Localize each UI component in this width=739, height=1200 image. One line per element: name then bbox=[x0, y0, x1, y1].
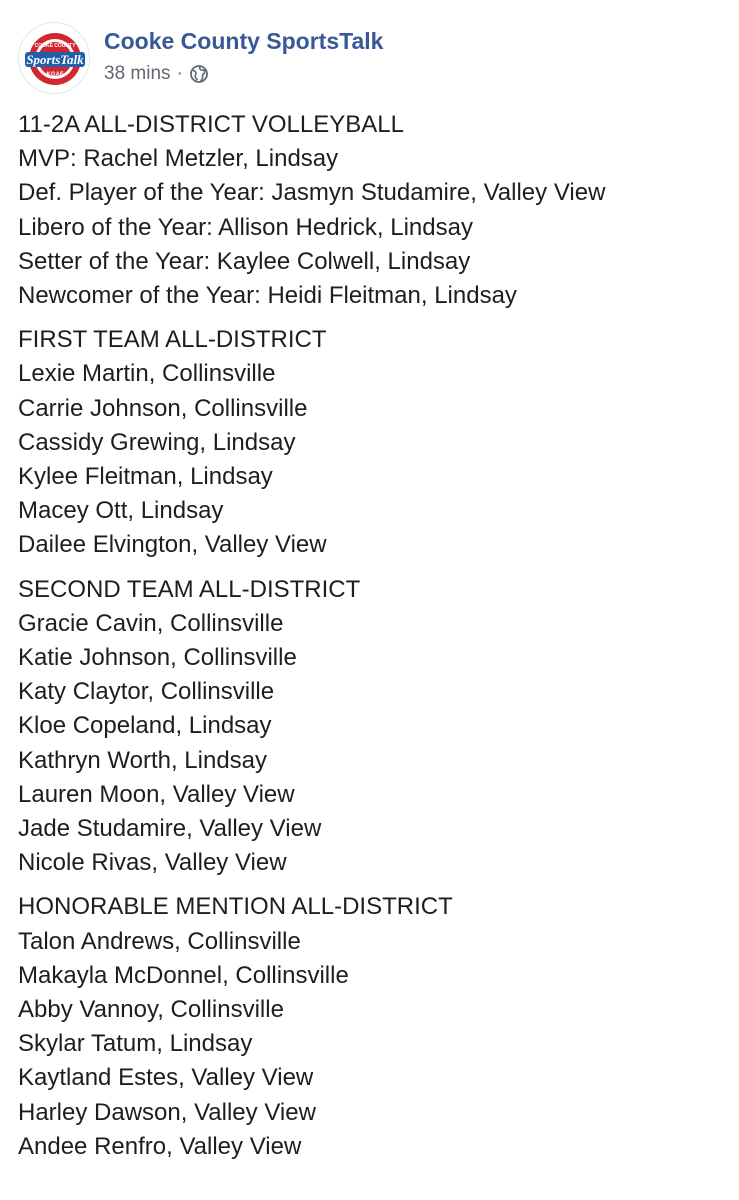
post-line: Dailee Elvington, Valley View bbox=[18, 531, 327, 559]
post-line: Katy Claytor, Collinsville bbox=[18, 678, 275, 706]
section-heading: 11-2A ALL-DISTRICT VOLLEYBALL bbox=[18, 111, 404, 138]
post-line: Kloe Copeland, Lindsay bbox=[18, 712, 272, 740]
svg-text:COOKE COUNTY: COOKE COUNTY bbox=[34, 43, 76, 49]
section-heading: FIRST TEAM ALL-DISTRICT bbox=[18, 326, 327, 354]
globe-icon[interactable] bbox=[189, 64, 209, 84]
sportstalk-logo-icon bbox=[19, 23, 90, 94]
post-line: Newcomer of the Year: Heidi Fleitman, Lindsay bbox=[18, 282, 517, 310]
post-line: Setter of the Year: Kaylee Colwell, Lindsay bbox=[18, 247, 471, 275]
page-avatar[interactable] bbox=[18, 22, 90, 94]
post-line: Makayla McDonnel, Collinsville bbox=[18, 961, 349, 989]
section-heading: HONORABLE MENTION ALL-DISTRICT bbox=[18, 893, 453, 921]
svg-text:SportsTalk: SportsTalk bbox=[26, 52, 84, 67]
section-heading: SECOND TEAM ALL-DISTRICT bbox=[18, 575, 361, 603]
post-line: Def. Player of the Year: Jasmyn Studamire, Valley View bbox=[18, 179, 606, 207]
post-section bbox=[18, 108, 718, 313]
post-line: Abby Vannoy, Collinsville bbox=[18, 996, 284, 1024]
post-line: Talon Andrews, Collinsville bbox=[18, 927, 301, 955]
post-line: Jade Studamire, Valley View bbox=[18, 815, 322, 843]
post-line: Kathryn Worth, Lindsay bbox=[18, 746, 268, 774]
page-name-link[interactable]: Cooke County SportsTalk bbox=[104, 28, 384, 54]
post-line: Cassidy Grewing, Lindsay bbox=[18, 428, 296, 456]
post-line: Gracie Cavin, Collinsville bbox=[18, 609, 284, 637]
post-text bbox=[18, 108, 718, 1164]
post-line: Carrie Johnson, Collinsville bbox=[18, 394, 308, 422]
post-section bbox=[18, 323, 718, 562]
post-line: Libero of the Year: Allison Hedrick, Lindsay bbox=[18, 213, 473, 241]
post-line: Harley Dawson, Valley View bbox=[18, 1098, 316, 1126]
post-line: Lexie Martin, Collinsville bbox=[18, 360, 276, 388]
post-timestamp[interactable]: 38 mins bbox=[104, 63, 171, 84]
post-section bbox=[18, 573, 718, 881]
post-section bbox=[18, 890, 718, 1164]
post-line: Skylar Tatum, Lindsay bbox=[18, 1030, 253, 1058]
post-line: Lauren Moon, Valley View bbox=[18, 780, 295, 808]
svg-text:KGAF: KGAF bbox=[46, 72, 64, 78]
post-line: Macey Ott, Lindsay bbox=[18, 497, 224, 525]
meta-separator: · bbox=[176, 63, 183, 84]
post-line: Kylee Fleitman, Lindsay bbox=[18, 463, 273, 491]
post-line: MVP: Rachel Metzler, Lindsay bbox=[18, 145, 339, 173]
post-line: Nicole Rivas, Valley View bbox=[18, 849, 287, 877]
post-line: Kaytland Estes, Valley View bbox=[18, 1064, 314, 1092]
post-line: Katie Johnson, Collinsville bbox=[18, 644, 297, 672]
post-meta bbox=[104, 63, 209, 85]
post-line: Andee Renfro, Valley View bbox=[18, 1132, 302, 1160]
